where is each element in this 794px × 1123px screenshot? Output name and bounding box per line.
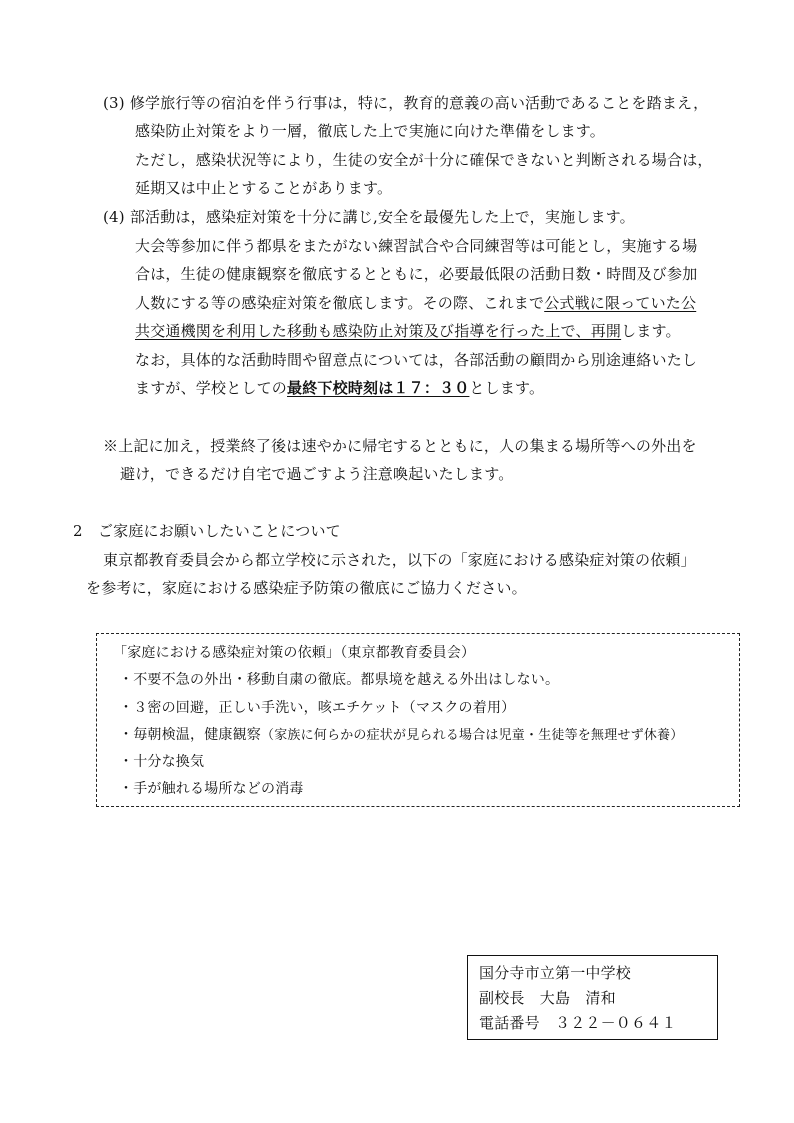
item3-line1: (3) 修学旅行等の宿泊を伴う行事は，特に，教育的意義の高い活動であることを踏まえ， — [103, 94, 709, 112]
vice-principal-name: 副校長 大島 清和 — [479, 989, 616, 1007]
notice-item-3 — [119, 725, 683, 746]
item4-line3: 合は，生徒の健康観察を徹底するとともに，必要最低限の活動日数・時間及び参加 — [135, 265, 698, 283]
section2-body-line1: 東京都教育委員会から都立学校に示された，以下の「家庭における感染症対策の依頼」 — [103, 551, 696, 569]
item4-line5-text: します。 — [621, 322, 681, 340]
item4-line5-underlined: 共交通機関を利用した移動も感染防止対策及び指導を行った上で、再開 — [135, 322, 622, 340]
item4-line2: 大会等参加に伴う都県をまたがない練習試合や合同練習等は可能とし，実施する場 — [135, 237, 698, 255]
item4-line4-text: 人数にする等の感染症対策を徹底します。その際、これまで — [135, 294, 545, 312]
item3-line2: 感染防止対策をより一層，徹底した上で実施に向けた準備をします。 — [135, 122, 606, 140]
notice-title: 「家庭における感染症対策の依頼」（東京都教育委員会） — [113, 645, 476, 661]
notice-item-3-note: （家族に何らかの症状が見られる場合は児童・生徒等を無理せず休養） — [261, 728, 684, 743]
signature-box — [467, 955, 718, 1040]
notice-item-3-text: ・毎朝検温，健康観察 — [119, 727, 261, 743]
infection-control-request-box — [96, 633, 740, 807]
final-dismissal-time: 最終下校時刻は１７：３０ — [287, 379, 470, 397]
item4-line7 — [135, 378, 544, 398]
section2-body-line2: を参考に，家庭における感染症予防策の徹底にご協力ください。 — [86, 579, 527, 597]
notice-item-4: ・十分な換気 — [119, 754, 205, 770]
item4-line4 — [135, 293, 696, 313]
item4-line7-text: ますが、学校としての — [135, 379, 288, 397]
item3-line3: ただし，感染状況等により，生徒の安全が十分に確保できないと判断される場合は， — [135, 151, 713, 169]
item4-line4-underlined: 公式戦に限っていた公 — [544, 294, 697, 312]
item3-line4: 延期又は中止とすることがあります。 — [135, 179, 393, 197]
phone-number: 電話番号 ３２２－０６４１ — [479, 1014, 677, 1032]
notice-item-2: ・３密の回避，正しい手洗い，咳エチケット（マスクの着用） — [119, 700, 516, 716]
section2-heading: 2 ご家庭にお願いしたいことについて — [73, 522, 341, 540]
notice-item-1: ・不要不急の外出・移動自粛の徹底。都県境を越える外出はしない。 — [119, 672, 560, 688]
item4-line6: なお，具体的な活動時間や留意点については，各部活動の顧問から別途連絡いたし — [135, 351, 698, 369]
notice-item-5: ・手が触れる場所などの消毒 — [119, 781, 304, 797]
school-name: 国分寺市立第一中学校 — [479, 964, 632, 982]
note-line1: ※上記に加え，授業終了後は速やかに帰宅するとともに，人の集まる場所等への外出を — [103, 437, 697, 455]
item4-line5 — [135, 321, 681, 341]
note-line2: 避け，できるだけ自宅で過ごすよう注意喚起いたします。 — [120, 465, 514, 483]
item4-line1: (4) 部活動は，感染症対策を十分に講じ,安全を最優先した上で，実施します。 — [103, 208, 635, 226]
item4-line7-tail: とします。 — [469, 379, 545, 397]
